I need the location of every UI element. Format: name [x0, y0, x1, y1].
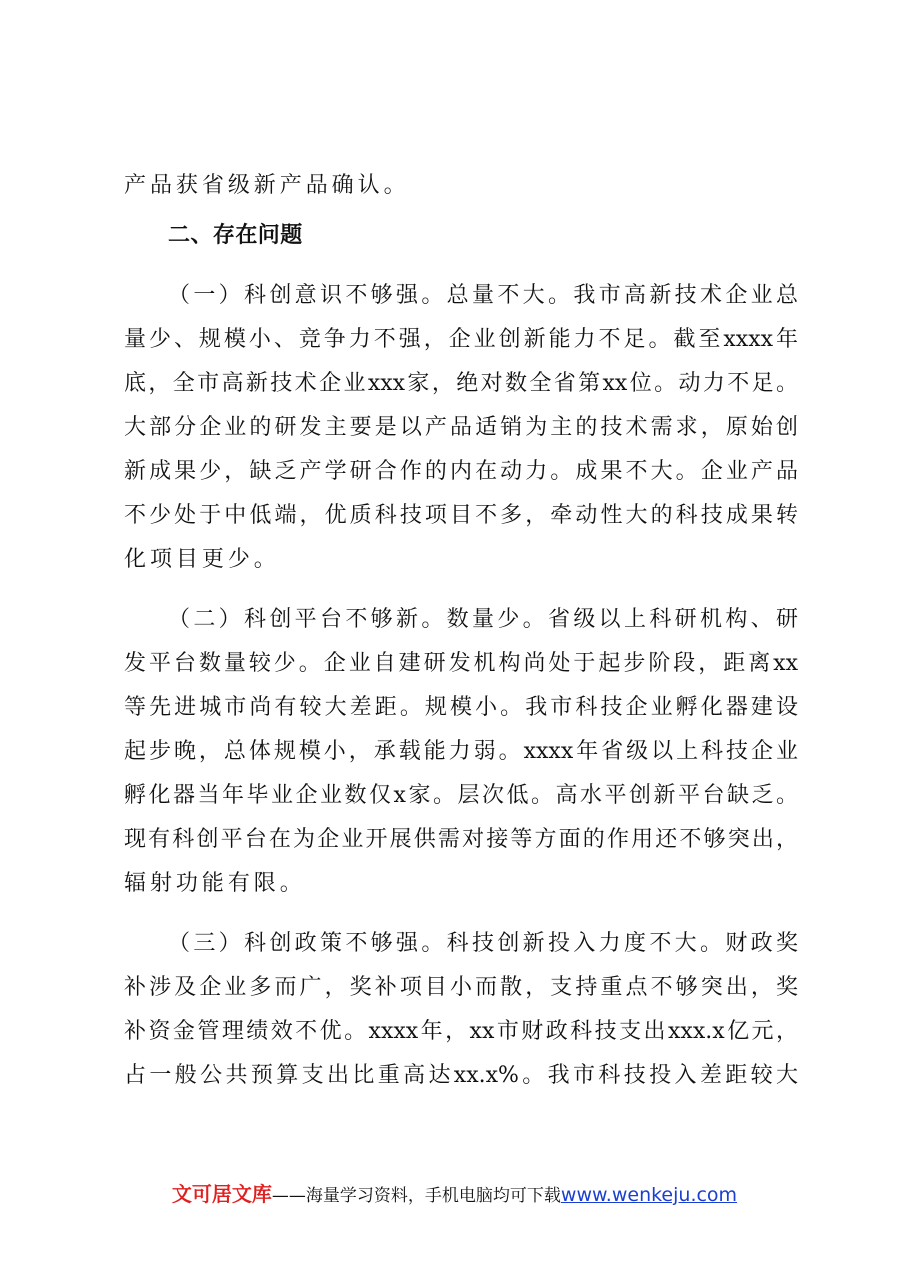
paragraph-line: 发平台数量较少。企业自建研发机构尚处于起步阶段，距离xx	[124, 651, 798, 676]
paragraph-line: 辐射功能有限。	[124, 871, 306, 896]
paragraph-line: （三）科创政策不够强。科技创新投入力度不大。财政奖	[168, 931, 798, 956]
paragraph-line: （二）科创平台不够新。数量少。省级以上科研机构、研	[168, 607, 798, 632]
footer-banner	[0, 1181, 909, 1209]
footer-tagline: ——海量学习资料，手机电脑均可下载	[271, 1186, 561, 1206]
paragraph-line: 补资金管理绩效不优。xxxx年，xx市财政科技支出xxx.x亿元，	[124, 1019, 798, 1044]
paragraph-3	[124, 922, 798, 1098]
paragraph-1	[124, 274, 798, 582]
paragraph-2	[124, 598, 798, 906]
paragraph-line: 等先进城市尚有较大差距。规模小。我市科技企业孵化器建设	[124, 695, 798, 720]
paragraph-line: 量少、规模小、竞争力不强，企业创新能力不足。截至xxxx年	[124, 327, 798, 352]
section-heading: 二、存在问题	[168, 223, 303, 248]
paragraph-line: （一）科创意识不够强。总量不大。我市高新技术企业总	[168, 283, 798, 308]
paragraph-line: 大部分企业的研发主要是以产品适销为主的技术需求，原始创	[124, 415, 798, 440]
paragraph-line: 现有科创平台在为企业开展供需对接等方面的作用还不够突出，	[124, 827, 798, 852]
paragraph-line: 化项目更少。	[124, 547, 280, 572]
paragraph-line: 不少处于中低端，优质科技项目不多，牵动性大的科技成果转	[124, 503, 798, 528]
document-body	[124, 164, 798, 1098]
paragraph-line: 产品获省级新产品确认。	[124, 173, 410, 198]
paragraph-line: 起步晚，总体规模小，承载能力弱。xxxx年省级以上科技企业	[124, 739, 798, 764]
paragraph-line: 底，全市高新技术企业xxx家，绝对数全省第xx位。动力不足。	[124, 371, 798, 396]
paragraph-line: 新成果少，缺乏产学研合作的内在动力。成果不大。企业产品	[124, 459, 798, 484]
paragraph-line: 孵化器当年毕业企业数仅x家。层次低。高水平创新平台缺乏。	[124, 783, 798, 808]
paragraph-line: 占一般公共预算支出比重高达xx.x%。我市科技投入差距较大	[124, 1063, 798, 1088]
website-link[interactable]: www.wenkeju.com	[560, 1184, 738, 1206]
brand-name: 文可居文库	[171, 1182, 272, 1206]
paragraph-line: 补涉及企业多而广，奖补项目小而散，支持重点不够突出，奖	[124, 975, 798, 1000]
